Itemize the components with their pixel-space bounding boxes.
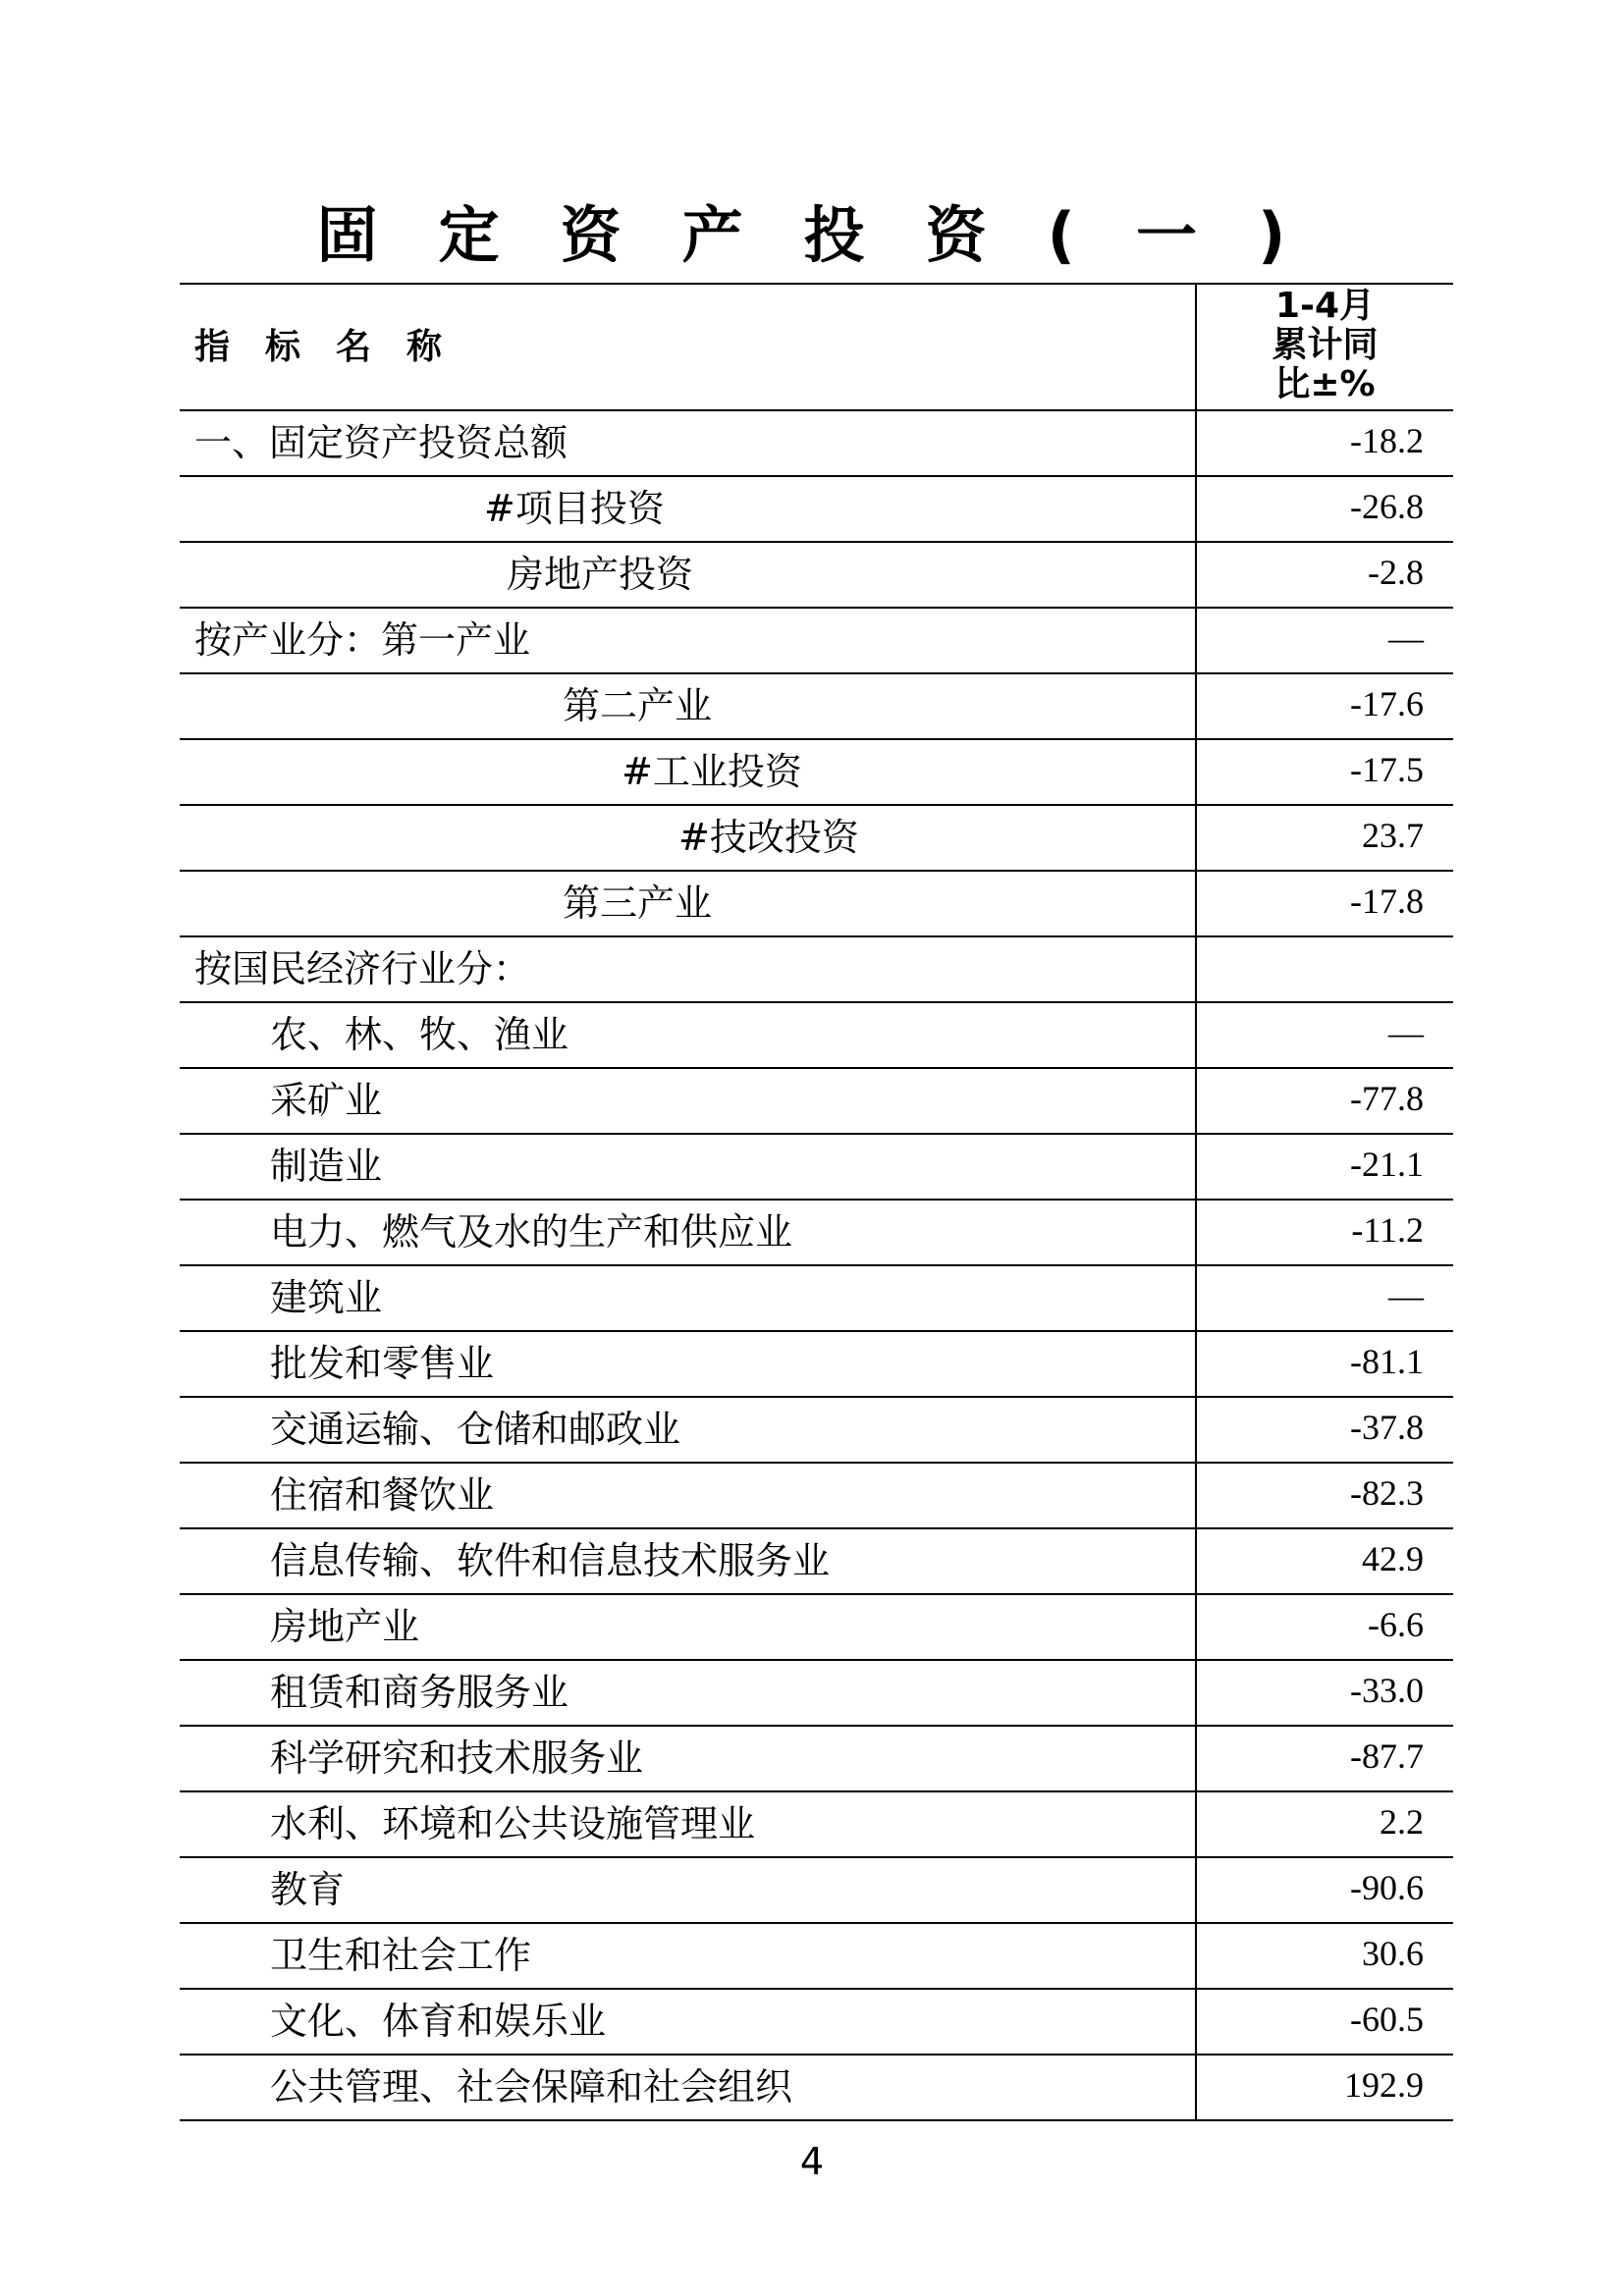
- row-indicator-name: 教育: [180, 1858, 1197, 1922]
- row-value: 192.9: [1344, 2065, 1424, 2105]
- header-value-line3: 比±%: [1274, 364, 1376, 404]
- row-indicator-name: 水利、环境和公共设施管理业: [180, 1792, 1197, 1856]
- row-indicator-name: 第三产业: [180, 872, 1197, 935]
- table-row: [180, 806, 1453, 872]
- row-value: -18.2: [1350, 421, 1424, 460]
- table-row: [180, 1727, 1453, 1792]
- row-value: -17.6: [1350, 684, 1424, 723]
- header-value-column: [1197, 285, 1453, 409]
- row-value: -37.8: [1350, 1408, 1424, 1447]
- row-value: -87.7: [1350, 1736, 1424, 1776]
- table-row: [180, 543, 1453, 609]
- table-row: [180, 1529, 1453, 1595]
- row-value: -21.1: [1350, 1145, 1424, 1184]
- row-indicator-name: 房地产投资: [180, 543, 1197, 607]
- table-row: [180, 1266, 1453, 1332]
- table-row: [180, 1661, 1453, 1727]
- row-indicator-name: 采矿业: [180, 1069, 1197, 1133]
- table-row: [180, 740, 1453, 806]
- header-value-line1: 1-4月: [1274, 286, 1376, 326]
- page-title: 固定资产投资(一): [316, 199, 1347, 271]
- row-indicator-name: #技改投资: [180, 806, 1197, 870]
- row-value: —: [1388, 618, 1424, 658]
- row-value: —: [1388, 1276, 1424, 1315]
- row-value: —: [1388, 1013, 1424, 1052]
- row-indicator-name: 交通运输、仓储和邮政业: [180, 1398, 1197, 1462]
- table-row: [180, 1464, 1453, 1529]
- row-indicator-name: 按国民经济行业分：: [180, 937, 1197, 1001]
- row-indicator-name: #工业投资: [180, 740, 1197, 804]
- table-row: [180, 1003, 1453, 1069]
- table-row: [180, 477, 1453, 543]
- row-indicator-name: 公共管理、社会保障和社会组织: [180, 2056, 1197, 2119]
- row-indicator-name: 住宿和餐饮业: [180, 1464, 1197, 1527]
- table-body: [180, 411, 1453, 2119]
- row-value: -81.1: [1350, 1342, 1424, 1381]
- row-indicator-name: 卫生和社会工作: [180, 1924, 1197, 1988]
- table-row: [180, 1595, 1453, 1661]
- table-row: [180, 1332, 1453, 1398]
- row-value: -60.5: [1350, 2000, 1424, 2039]
- table-row: [180, 1398, 1453, 1464]
- row-indicator-name: 信息传输、软件和信息技术服务业: [180, 1529, 1197, 1593]
- page-number: 4: [799, 2140, 825, 2183]
- row-indicator-name: 农、林、牧、渔业: [180, 1003, 1197, 1067]
- row-indicator-name: 按产业分：第一产业: [180, 609, 1197, 672]
- table-row: [180, 872, 1453, 937]
- row-value: -11.2: [1351, 1210, 1424, 1250]
- table-row: [180, 1201, 1453, 1266]
- row-value: 23.7: [1362, 816, 1424, 855]
- row-value: 2.2: [1380, 1802, 1424, 1842]
- table-row: [180, 674, 1453, 740]
- row-value: 30.6: [1362, 1934, 1424, 1973]
- header-indicator-name: 指标名称: [180, 285, 1197, 409]
- table-row: [180, 1858, 1453, 1924]
- row-value: -90.6: [1350, 1868, 1424, 1907]
- row-indicator-name: 文化、体育和娱乐业: [180, 1990, 1197, 2054]
- row-indicator-name: 电力、燃气及水的生产和供应业: [180, 1201, 1197, 1264]
- table-row: [180, 1792, 1453, 1858]
- row-value: -17.8: [1350, 881, 1424, 921]
- row-indicator-name: 房地产业: [180, 1595, 1197, 1659]
- investment-table: [180, 283, 1453, 2121]
- row-value: -33.0: [1350, 1671, 1424, 1710]
- row-value: -17.5: [1350, 750, 1424, 789]
- row-indicator-name: 制造业: [180, 1135, 1197, 1199]
- table-row: [180, 1069, 1453, 1135]
- table-row: [180, 1135, 1453, 1201]
- row-indicator-name: 租赁和商务服务业: [180, 1661, 1197, 1725]
- row-value: -77.8: [1350, 1079, 1424, 1118]
- row-indicator-name: #项目投资: [180, 477, 1197, 541]
- row-value: 42.9: [1362, 1539, 1424, 1578]
- table-row: [180, 411, 1453, 477]
- row-indicator-name: 批发和零售业: [180, 1332, 1197, 1396]
- row-indicator-name: 第二产业: [180, 674, 1197, 738]
- row-value: -2.8: [1368, 553, 1424, 592]
- row-value: -82.3: [1350, 1473, 1424, 1513]
- table-row: [180, 1924, 1453, 1990]
- table-row: [180, 2056, 1453, 2119]
- row-indicator-name: 建筑业: [180, 1266, 1197, 1330]
- row-value: -26.8: [1350, 487, 1424, 526]
- table-row: [180, 1990, 1453, 2056]
- table-header-row: [180, 285, 1453, 411]
- header-value-line2: 累计同: [1272, 325, 1379, 365]
- row-value: [1197, 937, 1453, 1001]
- table-row: [180, 937, 1453, 1003]
- row-value: -6.6: [1368, 1605, 1424, 1644]
- row-indicator-name: 科学研究和技术服务业: [180, 1727, 1197, 1790]
- table-row: [180, 609, 1453, 674]
- row-indicator-name: 一、固定资产投资总额: [180, 411, 1197, 475]
